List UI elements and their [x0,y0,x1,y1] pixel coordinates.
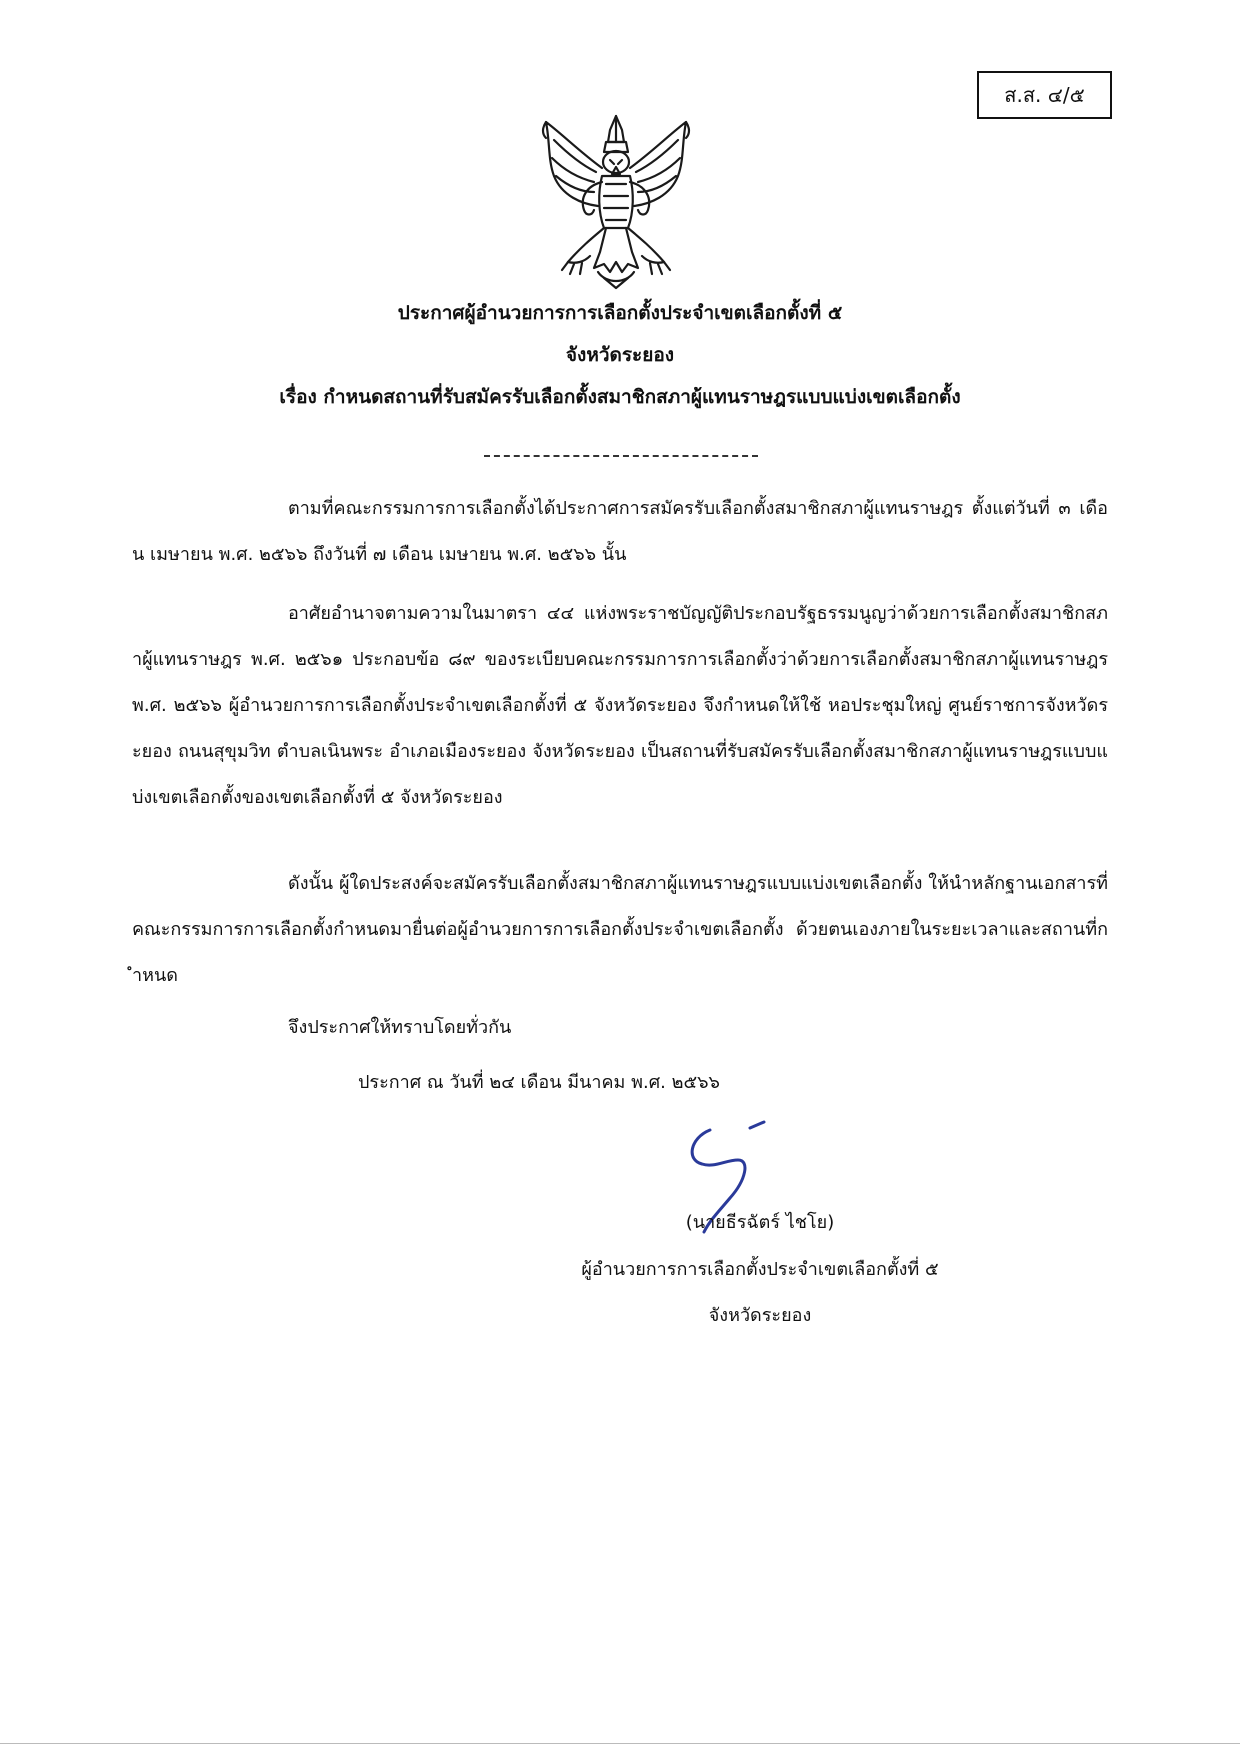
signatory-province: จังหวัดระยอง [708,1305,812,1326]
closing-line: จึงประกาศให้ทราบโดยทั่วกัน [288,1017,512,1038]
announcement-title: ประกาศผู้อำนวยการการเลือกตั้งประจำเขตเลือกตั้งที่ ๕ [397,302,843,324]
body-paragraph-1: ตามที่คณะกรรมการการเลือกตั้งได้ประกาศการสมัครรับเลือกตั้งสมาชิกสภาผู้แทนราษฎร ตั้งแต่วันที่ ๓ เดือน เมษายน พ.ศ. ๒๕๖๖ ถึงวันที่ ๗ เดือน เมษายน พ.ศ. ๒๕๖๖ นั้น [132,498,1108,565]
page-bottom-rule [0,1743,1240,1744]
date-line: ประกาศ ณ วันที่ ๒๔ เดือน มีนาคม พ.ศ. ๒๕๖๖ [358,1072,720,1093]
body-paragraph-2: อาศัยอำนาจตามความในมาตรา ๔๔ แห่งพระราชบัญญัติประกอบรัฐธรรมนูญว่าด้วยการเลือกตั้งสมาชิกสภาผู้แทนราษฎร พ.ศ. ๒๕๖๑ ประกอบข้อ ๘๙ ของระเบียบคณะกรรมการการเลือกตั้งว่าด้วยการเลือกตั้งสมาชิกสภาผู้แทนราษฎร พ.ศ. ๒๕๖๖ ผู้อำนวยการการเลือกตั้งประจำเขตเลือกตั้งที่ ๕ จังหวัดระยอง จึงกำหนดให้ใช้ หอประชุมใหญ่ ศูนย์ราชการจังหวัดระยอง ถนนสุขุมวิท ตำบลเนินพระ อำเภอเมืองระยอง จังหวัดระยอง เป็นสถานที่รับสมัครรับเลือกตั้งสมาชิกสภาผู้แทนราษฎรแบบแบ่งเขตเลือกตั้งของเขตเลือกตั้งที่ ๕ จังหวัดระยอง [132,603,1108,808]
form-code-box [977,71,1112,119]
divider [484,455,758,457]
subject-heading: เรื่อง กำหนดสถานที่รับสมัครรับเลือกตั้งสมาชิกสภาผู้แทนราษฎรแบบแบ่งเขตเลือกตั้ง [279,386,961,408]
body-paragraph-3: ดังนั้น ผู้ใดประสงค์จะสมัครรับเลือกตั้งสมาชิกสภาผู้แทนราษฎรแบบแบ่งเขตเลือกตั้ง ให้นำหลักฐานเอกสารที่คณะกรรมการการเลือกตั้งกำหนดมายื่นต่อผู้อำนวยการการเลือกตั้งประจำเขตเลือกตั้ง ด้วยตนเองภายในระยะเวลาและสถานที่กำหนด [132,873,1108,986]
form-code: ส.ส. ๔/๕ [1004,83,1085,107]
signatory-position: ผู้อำนวยการการเลือกตั้งประจำเขตเลือกตั้งที่ ๕ [581,1259,939,1280]
garuda-emblem-icon [540,112,692,290]
signatory-name: (นายธีรฉัตร์ ไชโย) [685,1212,835,1233]
province-heading: จังหวัดระยอง [565,344,675,366]
